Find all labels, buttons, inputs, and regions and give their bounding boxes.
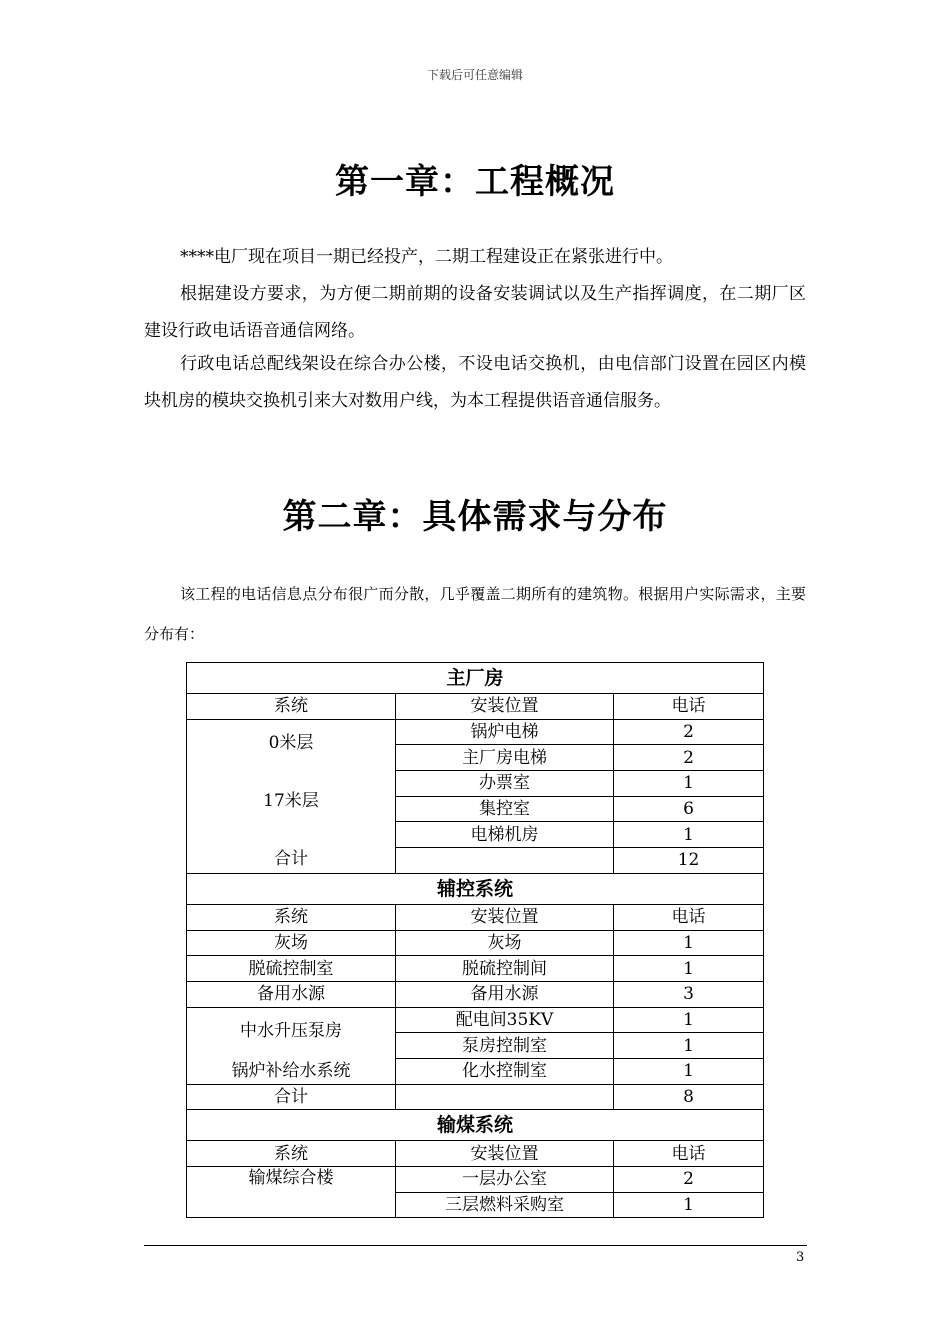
aux-total: 8 (614, 1084, 764, 1110)
chapter1-paragraph-1: ****电厂现在项目一期已经投产，二期工程建设正在紧张进行中。 (180, 247, 673, 267)
location-cell: 三层燃料采购室 (396, 1192, 614, 1218)
location-cell: 脱硫控制间 (396, 956, 614, 982)
location-cell: 泵房控制室 (396, 1033, 614, 1059)
section-row-coal (187, 1110, 764, 1141)
table-header-row (187, 1141, 764, 1167)
boiler-makeup-water-label: 锅炉补给水系统 (231, 1060, 351, 1081)
location-cell: 电梯机房 (396, 822, 614, 848)
phones-cell: 1 (614, 930, 764, 956)
header-system: 系统 (187, 694, 396, 720)
section-title-aux-control: 辅控系统 (187, 873, 764, 904)
chapter1-paragraph-3: 行政电话总配线架设在综合办公楼，不设电话交换机，由电信部门设置在园区内模块机房的模块交换机引来大对数用户线，为本工程提供语音通信服务。 (144, 354, 806, 411)
location-cell: 锅炉电梯 (396, 719, 614, 745)
location-cell: 配电间35KV (396, 1007, 614, 1033)
location-cell-empty (396, 848, 614, 874)
location-cell: 办票室 (396, 771, 614, 797)
table-row (187, 1007, 764, 1033)
header-location: 安装位置 (396, 694, 614, 720)
phones-cell: 1 (614, 1058, 764, 1084)
table-row (187, 956, 764, 982)
aux-total-label: 合计 (187, 1084, 396, 1110)
main-plant-total: 12 (614, 848, 764, 874)
phones-cell: 3 (614, 981, 764, 1007)
section-title-coal: 输煤系统 (187, 1110, 764, 1141)
chapter1-title: 第一章：工程概况 (335, 162, 615, 202)
location-cell: 化水控制室 (396, 1058, 614, 1084)
main-plant-total-label: 合计 (274, 848, 308, 869)
water-pump-house-label: 中水升压泵房 (240, 1020, 342, 1041)
location-cell: 集控室 (396, 796, 614, 822)
location-cell: 灰场 (396, 930, 614, 956)
phones-cell: 2 (614, 719, 764, 745)
phones-cell: 1 (614, 1033, 764, 1059)
page-number: 3 (796, 1250, 805, 1265)
table-row (187, 1084, 764, 1110)
location-cell: 主厂房电梯 (396, 745, 614, 771)
phones-cell: 2 (614, 1167, 764, 1193)
phones-cell: 2 (614, 745, 764, 771)
header-system: 系统 (187, 904, 396, 930)
section-row-main-plant (187, 663, 764, 694)
header-location: 安装位置 (396, 1141, 614, 1167)
system-cell: 灰场 (187, 930, 396, 956)
system-cell: 脱硫控制室 (187, 956, 396, 982)
phones-cell: 1 (614, 822, 764, 848)
table-header-row (187, 904, 764, 930)
location-cell: 一层办公室 (396, 1167, 614, 1193)
floor-17-label: 17米层 (263, 790, 319, 811)
phones-cell: 1 (614, 1007, 764, 1033)
chapter1-paragraph-2: 根据建设方要求，为方便二期前期的设备安装调试以及生产指挥调度，在二期厂区建设行政电话语音通信网络。 (144, 284, 806, 341)
phones-cell: 6 (614, 796, 764, 822)
header-location: 安装位置 (396, 904, 614, 930)
section-title-main-plant: 主厂房 (187, 663, 764, 694)
table-row (187, 1167, 764, 1193)
table-header-row (187, 694, 764, 720)
phones-cell: 1 (614, 956, 764, 982)
header-phones: 电话 (614, 694, 764, 720)
coal-system-cell: 输煤综合楼 (187, 1167, 396, 1218)
phones-cell: 1 (614, 771, 764, 797)
location-cell: 备用水源 (396, 981, 614, 1007)
footer-divider (144, 1245, 807, 1246)
location-cell-empty (396, 1084, 614, 1110)
table-row (187, 719, 764, 745)
chapter2-intro: 该工程的电话信息点分布很广而分散，几乎覆盖二期所有的建筑物。根据用户实际需求，主要分布有： (144, 585, 806, 643)
table-row (187, 930, 764, 956)
phones-cell: 1 (614, 1192, 764, 1218)
section-row-aux-control (187, 873, 764, 904)
header-phones: 电话 (614, 904, 764, 930)
main-plant-system-cell (187, 719, 396, 873)
header-note: 下载后可任意编辑 (426, 68, 523, 82)
aux-group-system-cell (187, 1007, 396, 1084)
system-cell: 备用水源 (187, 981, 396, 1007)
header-system: 系统 (187, 1141, 396, 1167)
chapter2-title: 第二章：具体需求与分布 (282, 497, 668, 537)
phone-distribution-table (186, 662, 764, 1218)
header-phones: 电话 (614, 1141, 764, 1167)
table-row (187, 981, 764, 1007)
floor-0-label: 0米层 (268, 732, 314, 753)
